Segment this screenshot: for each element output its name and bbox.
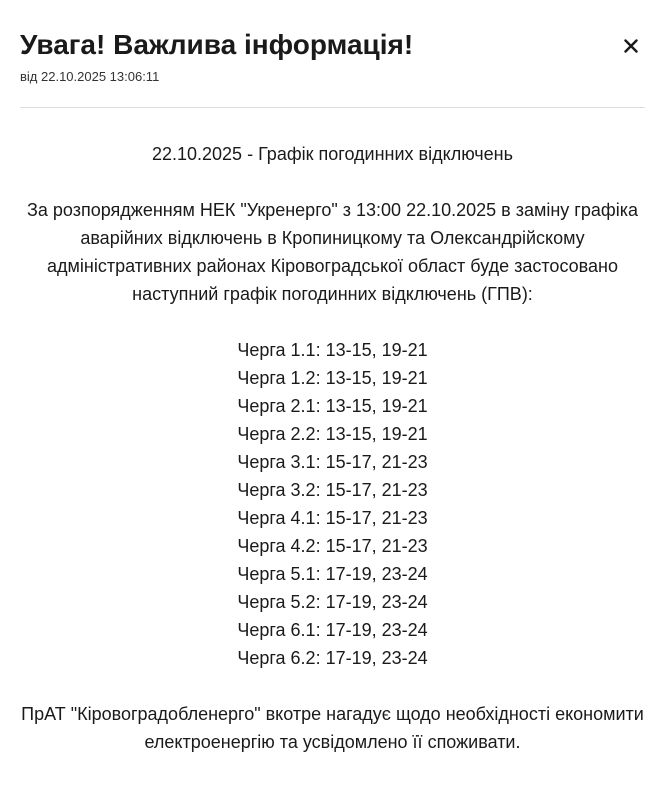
schedule-row: Черга 4.1: 15-17, 21-23 — [237, 508, 428, 528]
modal-date: від 22.10.2025 13:06:11 — [20, 69, 160, 84]
notice-heading: 22.10.2025 - Графік погодинних відключень — [151, 144, 514, 164]
schedule-row: Черга 6.2: 17-19, 23-24 — [237, 648, 428, 668]
schedule-row: Черга 3.1: 15-17, 21-23 — [237, 452, 428, 472]
notice-intro: За розпорядженням НЕК "Укренерго" з 13:00 22.10.2025 в заміну графіка аварійних відключень в Кропиницкому та Олександрійскому адміністративних районах Кіровоградської област буде застосовано наступний графік погодинних відключень (ГПВ): — [27, 200, 638, 304]
modal-title: Увага! Важлива інформація! — [20, 29, 414, 60]
notice-footer: ПрАТ "Кіровоградобленерго" вкотре нагадує щодо необхідності економити електроенергію та усвідомлено її споживати. — [21, 704, 644, 752]
schedule-row: Черга 1.1: 13-15, 19-21 — [237, 340, 428, 360]
close-button[interactable] — [618, 33, 644, 59]
schedule-row: Черга 5.2: 17-19, 23-24 — [237, 592, 428, 612]
schedule-row: Черга 2.2: 13-15, 19-21 — [237, 424, 428, 444]
schedule-row: Черга 2.1: 13-15, 19-21 — [237, 396, 428, 416]
schedule-list — [20, 336, 645, 672]
schedule-row: Черга 6.1: 17-19, 23-24 — [237, 620, 428, 640]
schedule-row: Черга 1.2: 13-15, 19-21 — [237, 368, 428, 388]
modal-header — [20, 28, 645, 85]
close-icon — [624, 39, 638, 53]
header-divider — [20, 107, 645, 108]
schedule-row: Черга 3.2: 15-17, 21-23 — [237, 480, 428, 500]
schedule-row: Черга 4.2: 15-17, 21-23 — [237, 536, 428, 556]
schedule-row: Черга 5.1: 17-19, 23-24 — [237, 564, 428, 584]
modal-content — [20, 140, 645, 756]
